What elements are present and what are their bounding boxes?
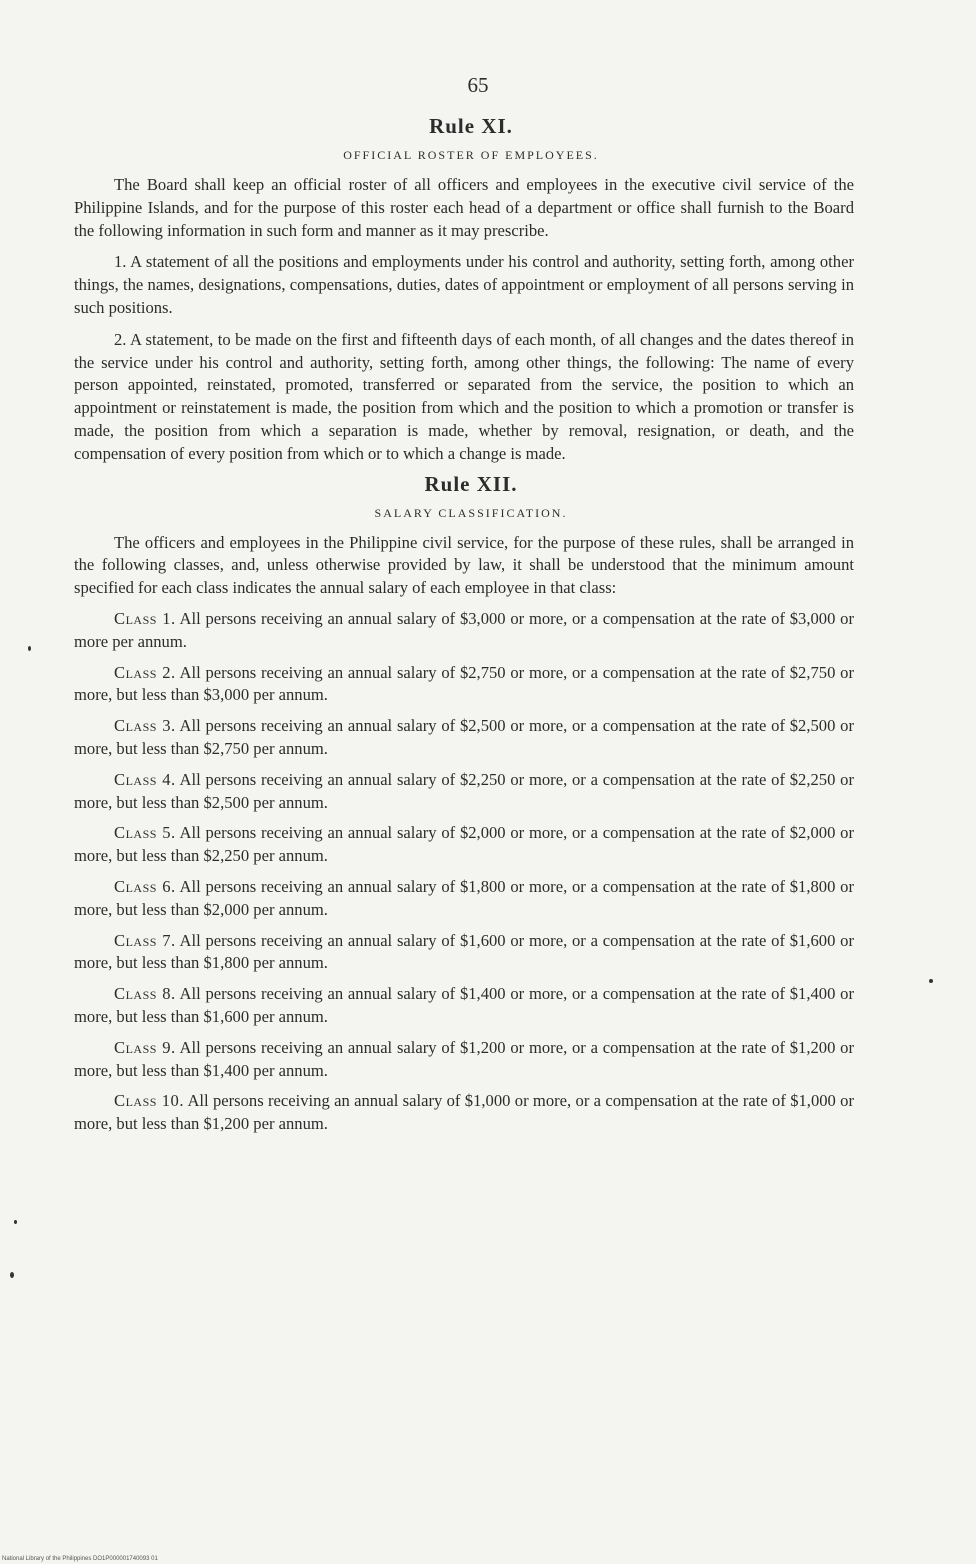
salary-class-6 [74,876,854,922]
rule-11-subtitle: OFFICIAL ROSTER OF EMPLOYEES. [343,148,599,162]
salary-class-text: All persons receiving an annual salary of $1,600 or more, or a compensation at the rate of $1,600 or more, but less than $1,800 per annum. [74,930,854,973]
salary-class-text: All persons receiving an annual salary of $1,400 or more, or a compensation at the rate of $1,400 or more, but less than $1,600 per annum. [74,984,854,1026]
salary-class-label: Class 7. [114,930,176,950]
salary-class-label: Class 6. [114,876,176,896]
salary-class-8 [74,983,854,1029]
salary-class-label: Class 3. [114,716,176,736]
page-content [74,72,854,1136]
salary-class-5 [74,822,854,868]
salary-class-text: All persons receiving an annual salary of $3,000 or more, or a compensation at the rate of $3,000 or more per annum. [74,608,854,651]
salary-class-text: All persons receiving an annual salary of $2,250 or more, or a compensation at the rate of $2,250 or more, but less than $2,500 per annum. [74,769,854,812]
salary-class-text: All persons receiving an annual salary of $2,500 or more, or a compensation at the rate of $2,500 or more, but less than $2,750 per annum. [74,716,854,758]
salary-class-1 [74,608,854,654]
rule-12-subtitle: SALARY CLASSIFICATION. [374,505,568,520]
rule-12-title: Rule XII. [424,471,518,496]
salary-class-label: Class 8. [114,984,176,1004]
salary-class-2 [74,662,854,708]
page-number: 65 [467,73,489,97]
salary-class-label: Class 4. [114,769,176,789]
salary-class-4 [74,769,854,815]
salary-class-7 [74,930,854,976]
rule-12-section [74,470,854,1136]
salary-class-label: Class 2. [114,662,176,682]
salary-class-text: All persons receiving an annual salary of $1,200 or more, or a compensation at the rate of $1,200 or more, but less than $1,400 per annum. [74,1037,854,1080]
rule-11-intro: The Board shall keep an official roster of all officers and employees in the executive civil service of the Philippine Islands, and for the purpose of this roster each head of a department or office shall furnish to the Board the following information in such form and manner as it may prescribe. [74,175,854,240]
scan-speck [14,1220,17,1224]
salary-class-label: Class 9. [114,1037,176,1057]
salary-class-label: Class 10. [114,1091,184,1111]
rule-11-item-2: 2. A statement, to be made on the first and fifteenth days of each month, of all changes and the dates thereof in the service under his control and authority, setting forth, among other things, the following: The name of every person appointed, reinstated, promoted, transferred or separated from the service, the position to which an appointment or reinstatement is made, the position from which and the position to which a promotion or transfer is made, the position from which a separation is made, whether by removal, resignation, or death, and the compensation of every position from which or to which a change is made. [74,329,854,463]
scan-speck [28,646,31,651]
salary-class-text: All persons receiving an annual salary of $1,000 or more, or a compensation at the rate of $1,000 or more, but less than $1,200 per annum. [74,1091,854,1134]
rule-12-intro: The officers and employees in the Philippine civil service, for the purpose of these rules, shall be arranged in the following classes, and, unless otherwise provided by law, it shall be understood that the minimum amount specified for each class indicates the annual salary of each employee in that class: [74,532,854,598]
salary-class-text: All persons receiving an annual salary of $2,750 or more, or a compensation at the rate of $2,750 or more, but less than $3,000 per annum. [74,662,854,705]
scan-speck [929,979,933,983]
salary-class-9 [74,1037,854,1083]
salary-class-text: All persons receiving an annual salary of $2,000 or more, or a compensation at the rate of $2,000 or more, but less than $2,250 per annum. [74,823,854,866]
rule-11-item-1: 1. A statement of all the positions and employments under his control and authority, setting forth, among other things, the names, designations, compensations, duties, dates of appointment or employment of all persons serving in such positions. [74,252,854,317]
salary-class-label: Class 5. [114,823,176,843]
salary-class-label: Class 1. [114,608,176,628]
scan-speck [10,1272,14,1278]
rule-11-title: Rule XI. [429,114,513,138]
salary-class-3 [74,715,854,761]
rule-11-section [74,112,854,466]
salary-class-text: All persons receiving an annual salary of $1,800 or more, or a compensation at the rate of $1,800 or more, but less than $2,000 per annum. [74,876,854,919]
salary-class-10 [74,1090,854,1136]
footer-note: National Library of the Philippines DO1P000001740093 01 [2,1556,158,1562]
